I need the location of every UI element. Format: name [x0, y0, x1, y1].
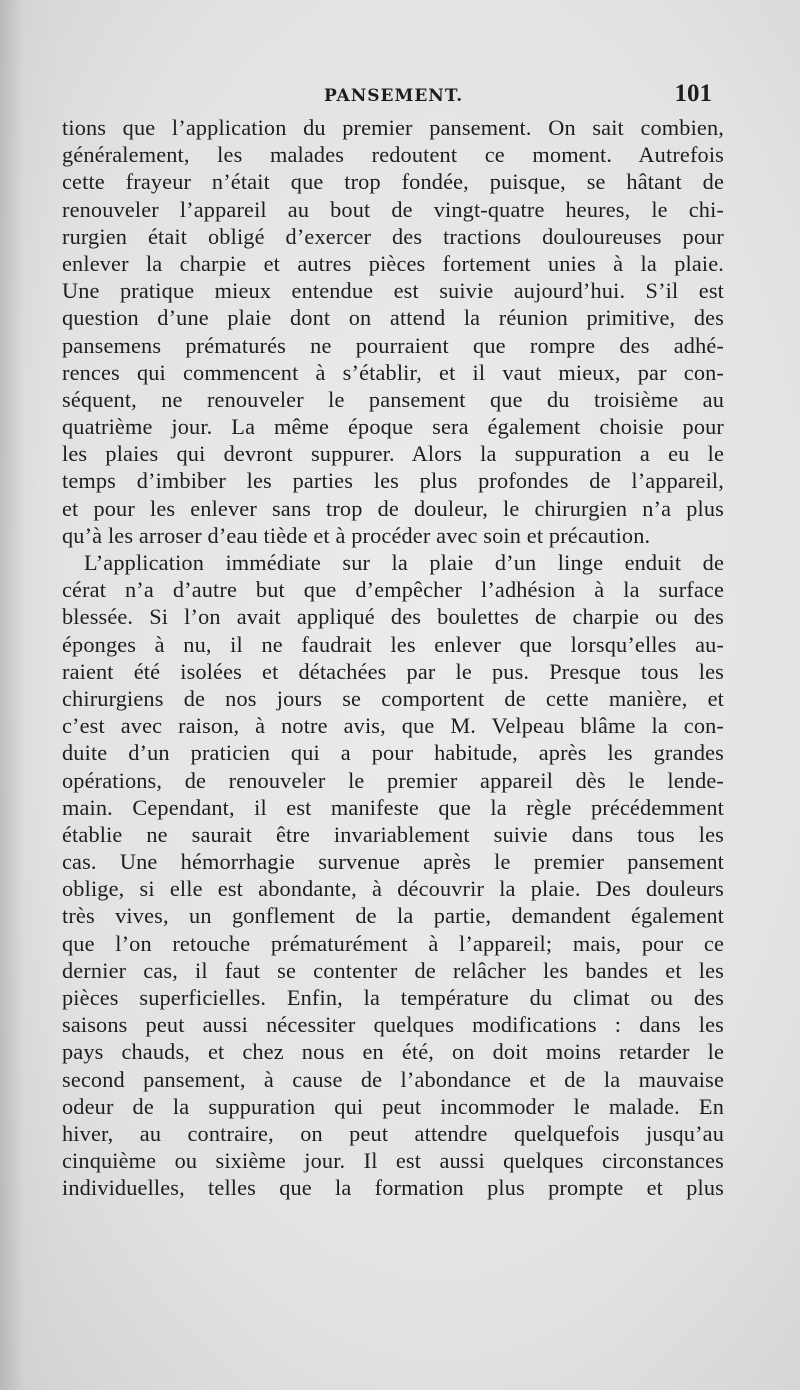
text-line: rences qui commencent à s’établir, et il vaut mieux, par con- [62, 359, 724, 385]
text-line: rurgien était obligé d’exercer des tractions douloureuses pour [62, 223, 724, 249]
text-line: renouveler l’appareil au bout de vingt-quatre heures, le chi- [62, 196, 724, 222]
text-line: blessée. Si l’on avait appliqué des boulettes de charpie ou des [62, 604, 724, 630]
running-title: PANSEMENT. [324, 86, 464, 106]
text-line: second pansement, à cause de l’abondance et de la mauvaise [62, 1066, 724, 1092]
text-line: chirurgiens de nos jours se comportent de cette manière, et [62, 685, 724, 711]
text-line: individuelles, telles que la formation plus prompte et plus [62, 1175, 724, 1201]
text-line: temps d’imbiber les parties les plus profondes de l’appareil, [62, 468, 724, 494]
text-line: L’application immédiate sur la plaie d’un linge enduit de [84, 550, 724, 575]
text-line: établie ne saurait être invariablement suivie dans tous les [62, 821, 724, 847]
text-line: tions que l’application du premier pansement. On sait combien, [62, 115, 724, 140]
text-line: oblige, si elle est abondante, à découvrir la plaie. Des douleurs [62, 876, 724, 902]
text-line: cas. Une hémorrhagie survenue après le premier pansement [62, 849, 724, 875]
text-line: très vives, un gonflement de la partie, demandent également [62, 903, 724, 929]
text-line: c’est avec raison, à notre avis, que M. Velpeau blâme la con- [62, 713, 724, 739]
text-line: duite d’un praticien qui a pour habitude, après les grandes [62, 740, 724, 766]
text-line: pays chauds, et chez nous en été, on doit moins retarder le [62, 1039, 724, 1065]
text-line: éponges à nu, il ne faudrait les enlever que lorsqu’elles au- [62, 631, 724, 657]
text-line: cinquième ou sixième jour. Il est aussi quelques circonstances [62, 1148, 724, 1174]
text-line: Une pratique mieux entendue est suivie aujourd’hui. S’il est [62, 278, 724, 304]
text-line: hiver, au contraire, on peut attendre quelquefois jusqu’au [62, 1120, 724, 1146]
text-line: opérations, de renouveler le premier appareil dès le lende- [62, 767, 724, 793]
text-line: main. Cependant, il est manifeste que la règle précédemment [62, 794, 724, 820]
text-line: que l’on retouche prématurément à l’appareil; mais, pour ce [62, 930, 724, 956]
text-line: pièces superficielles. Enfin, la température du climat ou des [62, 985, 724, 1010]
text-line: les plaies qui devront suppurer. Alors la suppuration a eu le [62, 441, 724, 467]
text-line: enlever la charpie et autres pièces fortement unies à la plaie. [62, 250, 724, 276]
page-header [62, 80, 712, 110]
text-line: raient été isolées et détachées par le pus. Presque tous les [62, 658, 724, 684]
text-line: cérat n’a d’autre but que d’empêcher l’adhésion à la surface [62, 577, 724, 603]
text-line: séquent, ne renouveler le pansement que du troisième au [62, 386, 724, 412]
text-line: qu’à les arroser d’eau tiède et à procéder avec soin et précaution. [62, 522, 651, 548]
text-line: saisons peut aussi nécessiter quelques modifications : dans les [62, 1012, 724, 1038]
text-line: dernier cas, il faut se contenter de relâcher les bandes et les [62, 957, 724, 983]
text-line: pansemens prématurés ne pourraient que rompre des adhé- [62, 332, 724, 358]
text-line: question d’une plaie dont on attend la réunion primitive, des [62, 305, 724, 331]
body-text [62, 114, 724, 1202]
text-line: généralement, les malades redoutent ce moment. Autrefois [62, 142, 724, 168]
page-number: 101 [674, 80, 712, 107]
text-line: cette frayeur n’était que trop fondée, puisque, se hâtant de [62, 169, 724, 195]
text-line: odeur de la suppuration qui peut incommoder le malade. En [62, 1093, 724, 1119]
text-line: et pour les enlever sans trop de douleur, le chirurgien n’a plus [62, 495, 724, 521]
text-line: quatrième jour. La même époque sera également choisie pour [62, 414, 724, 440]
